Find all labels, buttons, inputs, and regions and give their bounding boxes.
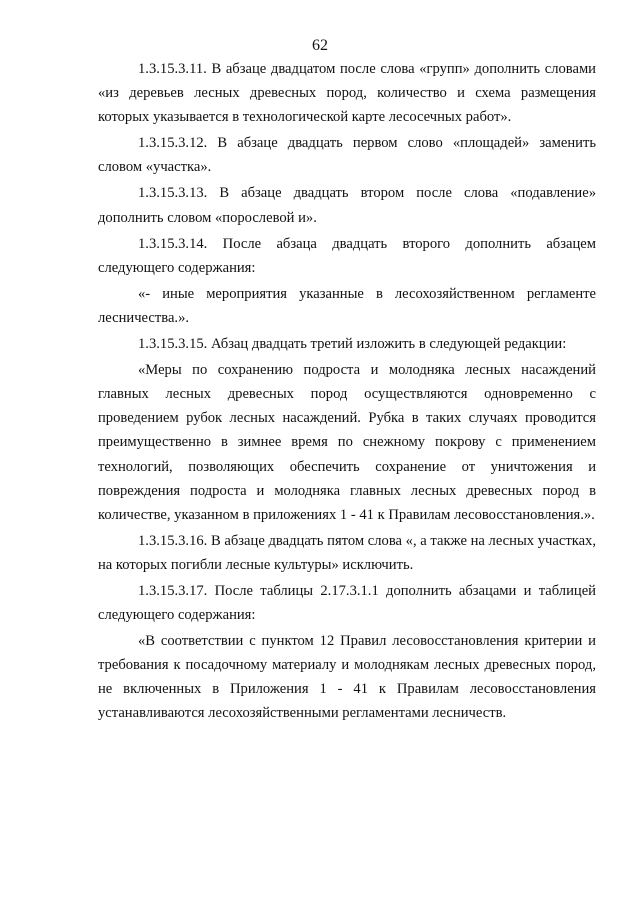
quoted-paragraph-undergrowth-preservation: «Меры по сохранению подроста и молодняка лесных насаждений главных лесных древесных пород осуществляются одновременно с проведением рубок лесных насаждений. Рубка в таких случаях проводится преимущественно в зимнее время по снежному покрову с применением технологий, позволяющих обеспечить сохранение от уничтожения и повреждения подроста и молодняка главных лесных древесных пород в количестве, указанном в приложениях 1 - 41 к Правилам лесовосстановления.». (98, 362, 596, 523)
quoted-paragraph-forestry-regulation: «- иные мероприятия указанные в лесохозяйственном регламенте лесничества.». (98, 285, 596, 326)
page-number: 62 (312, 37, 328, 54)
paragraph-1-3-15-3-13: 1.3.15.3.13. В абзаце двадцать втором после слова «подавление» дополнить словом «порослевой и». (98, 185, 596, 226)
paragraph-1-3-15-3-12: 1.3.15.3.12. В абзаце двадцать первом слово «площадей» заменить словом «участка». (98, 135, 596, 176)
document-body (98, 57, 596, 728)
paragraph-1-3-15-3-14: 1.3.15.3.14. После абзаца двадцать второго дополнить абзацем следующего содержания: (98, 235, 596, 276)
paragraph-1-3-15-3-16: 1.3.15.3.16. В абзаце двадцать пятом слова «, а также на лесных участках, на которых погибли лесные культуры» исключить. (98, 532, 596, 573)
paragraph-1-3-15-3-15: 1.3.15.3.15. Абзац двадцать третий изложить в следующей редакции: (138, 336, 567, 353)
paragraph-1-3-15-3-17: 1.3.15.3.17. После таблицы 2.17.3.1.1 дополнить абзацами и таблицей следующего содержания: (98, 582, 596, 624)
quoted-paragraph-planting-material-requirements: «В соответствии с пунктом 12 Правил лесовосстановления критерии и требования к посадочному материалу и молоднякам лесных древесных пород, не включенных в Приложения 1 - 41 к Правилам лесовосстановления устанавливаются лесохозяйственными регламентами лесничеств. (98, 633, 596, 722)
paragraph-1-3-15-3-11: 1.3.15.3.11. В абзаце двадцатом после слова «групп» дополнить словами «из деревьев лесных древесных пород, количество и схема размещения которых указывается в технологической карте лесосечных работ». (98, 61, 596, 126)
